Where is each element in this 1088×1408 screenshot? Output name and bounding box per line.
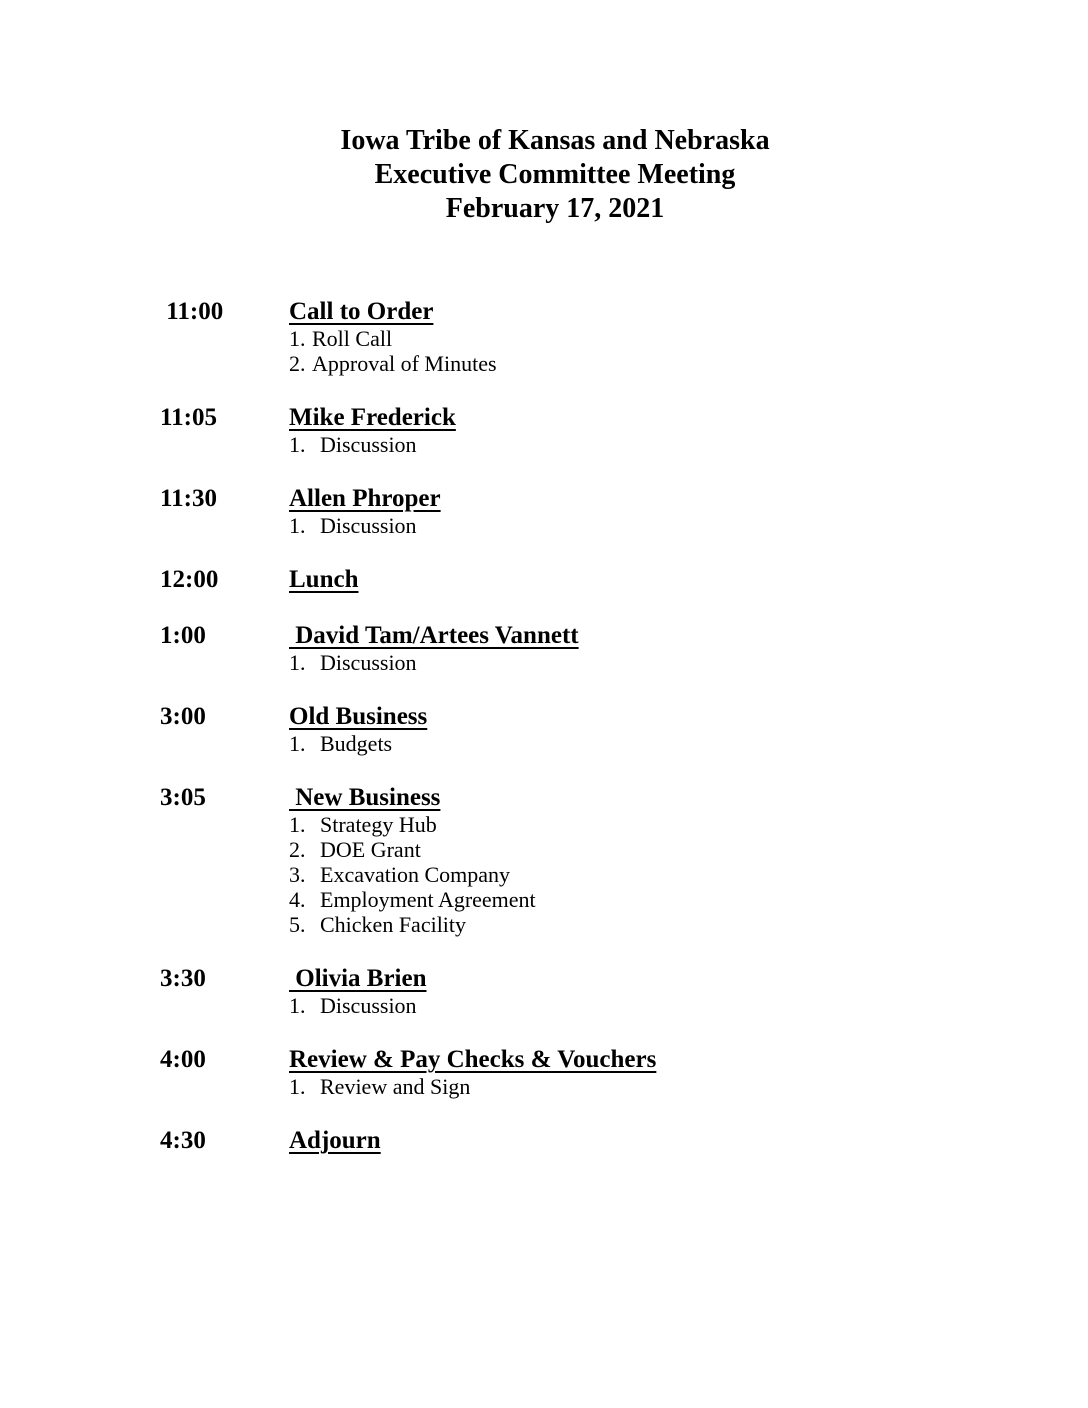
agenda-item [289,513,1088,538]
agenda-item-text: DOE Grant [320,837,421,862]
agenda-time: 3:30 [160,965,206,992]
agenda-section-review-pay-checks-vouchers [0,1046,1088,1099]
agenda-section-adjourn [0,1127,1088,1155]
agenda-section-content [289,965,1088,1018]
document-title-line-1: Iowa Tribe of Kansas and Nebraska [340,125,770,156]
agenda-section-new-business [0,784,1088,937]
agenda-item [289,812,1088,837]
agenda-item [289,912,1088,937]
agenda-item-text: Review and Sign [320,1074,471,1099]
agenda-section-content [289,566,1088,594]
document-title-line-2: Executive Committee Meeting [374,159,736,190]
agenda-item [289,650,1088,675]
agenda-time: 11:00 [160,298,224,325]
agenda-item-text: Approval of Minutes [312,351,497,376]
agenda-section-title: Adjourn [289,1127,381,1154]
agenda-item [289,326,1088,351]
agenda-section-call-to-order [0,298,1088,376]
agenda-item-text: Discussion [320,650,417,675]
agenda-section-content [289,1127,1088,1155]
agenda-time: 4:00 [160,1046,206,1073]
agenda-section-title: Allen Phroper [289,485,441,512]
agenda-section-content [289,703,1088,756]
agenda-item [289,1074,1088,1099]
agenda-section-old-business [0,703,1088,756]
agenda-time: 11:30 [160,485,217,512]
agenda-section-content [289,404,1088,457]
agenda-item-text: Discussion [320,993,417,1018]
agenda-section-david-tam-artees-vannett [0,622,1088,675]
agenda-section-olivia-brien [0,965,1088,1018]
agenda-time: 11:05 [160,404,217,431]
agenda-section-content [289,784,1088,937]
agenda-item-text: Strategy Hub [320,812,437,837]
agenda-item-number: 1. [289,326,306,351]
agenda-item-number: 1. [289,812,306,837]
agenda-section-lunch [0,566,1088,594]
agenda-section-title: Olivia Brien [289,965,427,992]
agenda-item-number: 1. [289,650,306,675]
agenda-item-text: Employment Agreement [320,887,536,912]
agenda-item [289,993,1088,1018]
agenda-item-text: Discussion [320,513,417,538]
agenda-section-title: Old Business [289,703,428,730]
agenda-section-title: David Tam/Artees Vannett [289,622,579,649]
agenda-section-title: Lunch [289,566,359,593]
agenda-item [289,887,1088,912]
agenda-section-title: Mike Frederick [289,404,456,431]
agenda-item-number: 1. [289,993,306,1018]
agenda-time: 4:30 [160,1127,206,1154]
agenda-item [289,731,1088,756]
agenda-item-text: Budgets [320,731,393,756]
agenda-section-content [289,622,1088,675]
agenda-item [289,837,1088,862]
agenda-item-number: 3. [289,862,306,887]
agenda-item-number: 2. [289,351,306,376]
agenda-item-number: 1. [289,1074,306,1099]
agenda-time: 1:00 [160,622,206,649]
agenda-section-title: New Business [289,784,441,811]
agenda-section-allen-phroper [0,485,1088,538]
agenda-section-mike-frederick [0,404,1088,457]
agenda-item [289,351,1088,376]
agenda-time: 12:00 [160,566,219,593]
agenda-item-text: Chicken Facility [320,912,467,937]
agenda-section-content [289,485,1088,538]
agenda-item-number: 2. [289,837,306,862]
agenda-item-number: 4. [289,887,306,912]
agenda-item-number: 5. [289,912,306,937]
document-title [160,124,950,226]
agenda-item-text: Discussion [320,432,417,457]
agenda-item-text: Roll Call [312,326,393,351]
agenda-item-number: 1. [289,432,306,457]
agenda-section-title: Call to Order [289,298,434,325]
agenda-item [289,432,1088,457]
agenda-time: 3:00 [160,703,206,730]
agenda-time: 3:05 [160,784,206,811]
agenda-item-number: 1. [289,513,306,538]
agenda-section-title: Review & Pay Checks & Vouchers [289,1046,657,1073]
agenda-section-content [289,1046,1088,1099]
agenda-item [289,862,1088,887]
agenda-item-text: Excavation Company [320,862,511,887]
document-title-line-3: February 17, 2021 [445,193,665,224]
agenda-item-number: 1. [289,731,306,756]
agenda-section-content [289,298,1088,376]
